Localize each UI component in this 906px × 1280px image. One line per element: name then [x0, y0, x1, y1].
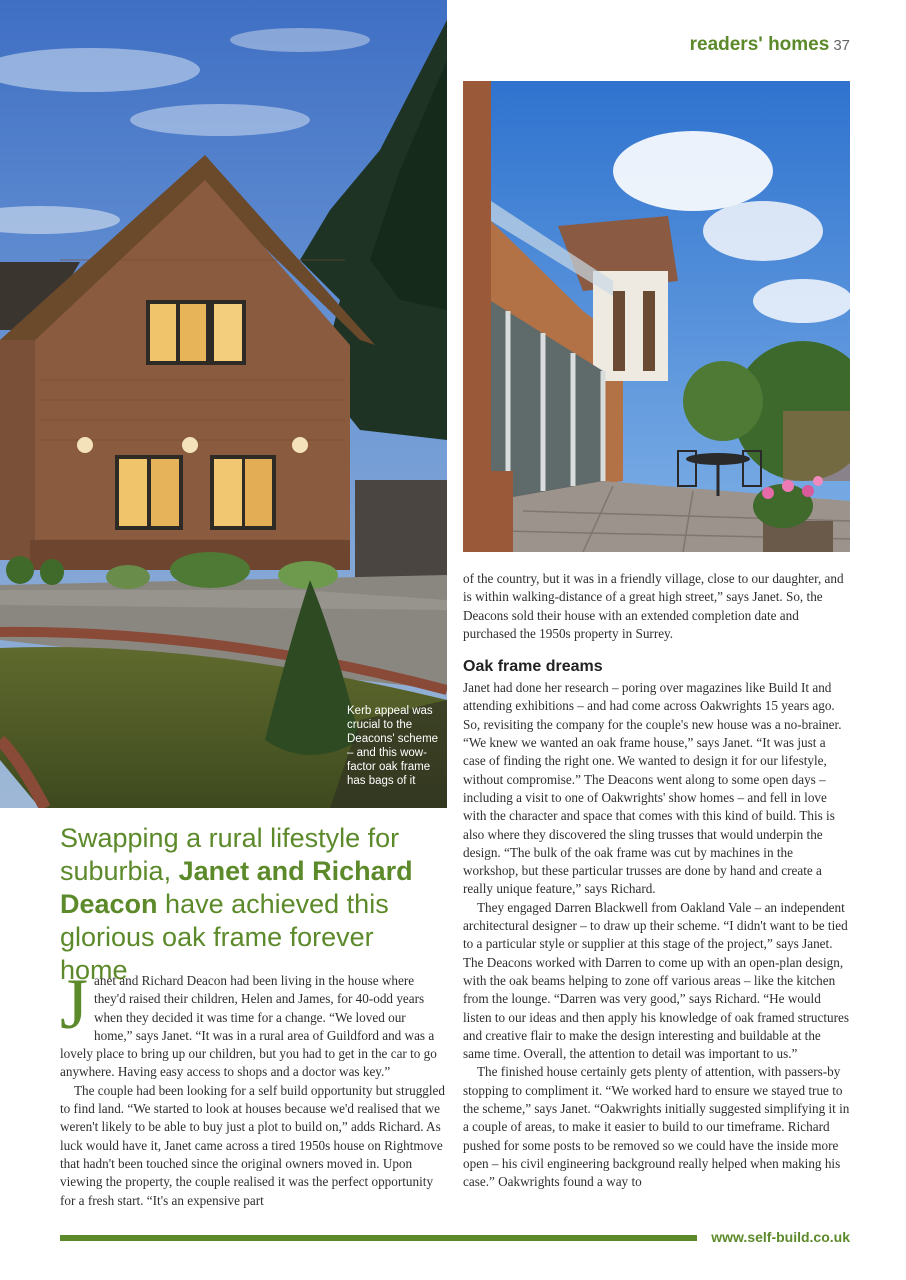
- main-house-photo: [0, 0, 447, 808]
- body-paragraph: They engaged Darren Blackwell from Oakland Vale – an independent architectural designer – to draw up their scheme. “I didn't want to be tied to a particular style or supplier at this stage of the project,” says Janet. The Deacons worked with Darren to come up with an open-plan design, with the oak beams helping to zone off various areas – like the kitchen from the lounge. “Darren was very good,” says Richard. “He would listen to our ideas and then apply his knowledge of oak framed structures and creative flair to make the design interesting and buildable at the same time. Overall, the attention to detail was important to us.”: [463, 899, 849, 1062]
- website-link[interactable]: www.self-build.co.uk: [711, 1229, 850, 1245]
- body-paragraph: The finished house certainly gets plenty of attention, with passers-by stopping to compliment it. “We worked hard to ensure we stayed true to the scheme,” says Janet. “Oakwrights initially suggested simplifying it in a couple of areas, to make it easier to build to our timeframe. Richard pushed for some posts to be removed so we could have the inside more open – his civil engineering background really helped when making his case.” Oakwrights found a way to: [463, 1064, 850, 1190]
- footer-rule: [60, 1235, 697, 1241]
- article-headline: [60, 822, 445, 987]
- terrace-photo: [463, 81, 850, 552]
- headline-outro: have achieved this glorious oak frame forever home: [60, 889, 389, 985]
- body-paragraph: Janet had done her research – poring over magazines like Build It and attending exhibitions – and had come across Oakwrights 15 years ago. So, revisiting the company for the couple's new house was a no-brainer. “We knew we wanted an oak frame house,” says Janet. “It was just a case of finding the right one. We wanted to design it for our lifestyle, without compromise.” The Deacons went along to some open days – including a visit to one of Oakwrights' show homes – and fell in love with the character and space that comes with this kind of build. This is also where they discovered the sling trusses that would underpin the design. “The bulk of the oak frame was cut by machines in the workshop, but these particular trusses are done by hand and create a really unique feature,” says Richard.: [463, 680, 842, 897]
- left-column: [60, 964, 446, 1210]
- headline-names: Janet and Richard Deacon: [60, 856, 413, 919]
- headline-intro: Swapping a rural lifestyle for suburbia,: [60, 823, 400, 886]
- section-label: [690, 34, 850, 56]
- subheading: Oak frame dreams: [463, 658, 603, 676]
- photo-caption: Kerb appeal was crucial to the Deacons' scheme – and this wow-factor oak frame has bags of it: [347, 705, 439, 787]
- body-paragraph: of the country, but it was in a friendly village, close to our daughter, and is within walking-distance of a great high street,” says Janet. So, the Deacons sold their house with an extended completion date and purchased the 1950s property in Surrey.: [463, 571, 844, 641]
- drop-cap: J: [60, 964, 89, 1044]
- right-column: [463, 570, 850, 1192]
- body-paragraph: The couple had been looking for a self build opportunity but struggled to find land. “We started to look at houses because we'd realised that we weren't likely to be able to buy just a plot to build on,” adds Richard. As luck would have it, Janet came across a tired 1950s house on Rightmove that hadn't been touched since the original owners moved in. Upon viewing the property, the couple realised it was the perfect opportunity for a fresh start. “It's an expensive part: [60, 1082, 446, 1208]
- page-number: 37: [833, 37, 850, 54]
- intro-text: anet and Richard Deacon had been living in the house where they'd raised their children, Helen and James, for 40-odd years when they decided it was time for a change. “We loved our home,” says Janet. “It was in a rural area of Guildford and was a lovely place to bring up our children, but you had to get in the car to go anywhere. Having easy access to shops and a doctor was key.”: [60, 973, 437, 1080]
- section-title: readers' homes: [689, 34, 830, 55]
- intro-paragraph: [60, 964, 445, 1082]
